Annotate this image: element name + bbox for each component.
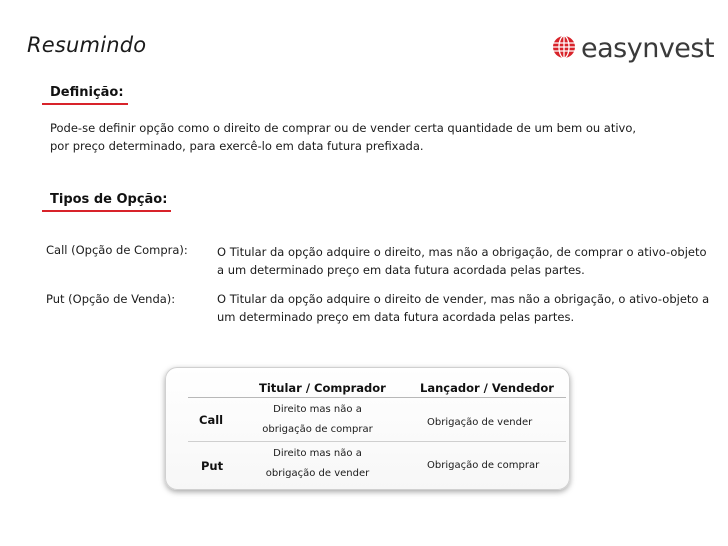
tipos-heading: Tipos de Opção:: [50, 192, 168, 207]
row-label-put: Put: [201, 459, 224, 473]
put-description-line2: um determinado preço em data futura acordada pelas partes.: [217, 310, 575, 324]
call-lancador-cell: Obrigação de vender: [427, 417, 533, 428]
page-title: Resumindo: [27, 33, 147, 57]
call-titular-line1: Direito mas não a: [273, 404, 362, 415]
call-titular-cell: [255, 400, 380, 440]
put-titular-cell: [255, 444, 380, 484]
logo-text: easynvest: [581, 33, 715, 64]
put-titular-line1: Direito mas não a: [273, 448, 362, 459]
call-titular-line2: obrigação de comprar: [262, 424, 373, 435]
header-divider: [188, 397, 566, 398]
row-label-call: Call: [199, 413, 224, 427]
easynvest-logo: [552, 33, 714, 64]
definicao-heading: Definição:: [50, 85, 124, 100]
put-lancador-cell: Obrigação de comprar: [427, 460, 540, 471]
definicao-text-line2: por preço determinado, para exercê-lo em data futura prefixada.: [50, 139, 424, 153]
call-label: Call (Opção de Compra):: [46, 243, 188, 257]
definicao-text-line1: Pode-se definir opção como o direito de comprar ou de vender certa quantidade de um bem ou ativo,: [50, 121, 637, 135]
put-titular-line2: obrigação de vender: [265, 468, 370, 479]
call-description-line2: a um determinado preço em data futura acordada pelas partes.: [217, 263, 585, 277]
call-description: [217, 243, 717, 279]
globe-icon: [552, 35, 576, 63]
put-description: [217, 290, 717, 326]
row-divider: [188, 441, 566, 442]
put-label: Put (Opção de Venda):: [46, 292, 176, 306]
definicao-underline: [42, 103, 128, 105]
call-description-line1: O Titular da opção adquire o direito, mas não a obrigação, de comprar o ativo-objeto: [217, 245, 707, 259]
put-description-line1: O Titular da opção adquire o direito de vender, mas não a obrigação, o ativo-objeto a: [217, 292, 710, 306]
col-header-titular: Titular / Comprador: [259, 381, 386, 395]
col-header-lancador: Lançador / Vendedor: [420, 381, 554, 395]
tipos-underline: [42, 210, 171, 212]
